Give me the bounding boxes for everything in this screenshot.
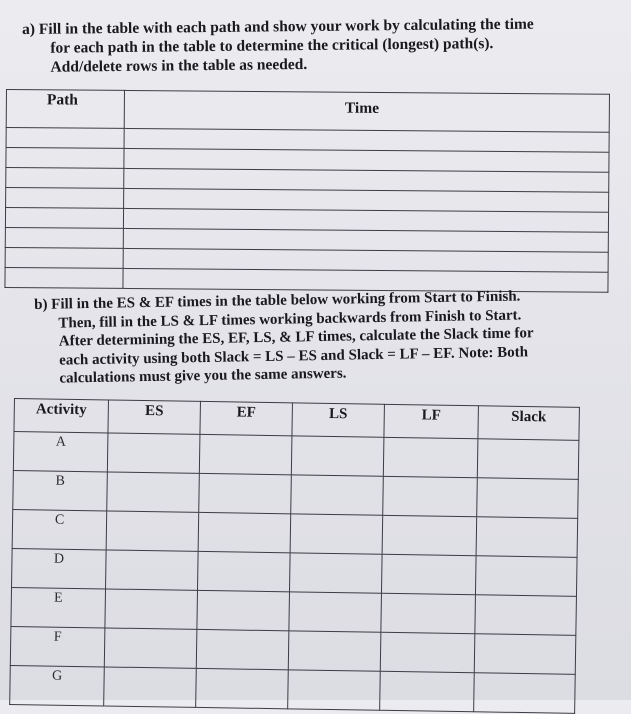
slack-cell[interactable] xyxy=(474,634,576,675)
time-cell[interactable] xyxy=(123,268,608,292)
es-cell[interactable] xyxy=(107,433,200,473)
question-b-line-4: each activity using both Slack = LS – ES and Slack = LF – EF. Note: Both xyxy=(58,343,529,369)
path-cell[interactable] xyxy=(6,128,124,149)
ef-cell[interactable] xyxy=(196,629,289,669)
lf-cell[interactable] xyxy=(383,476,478,516)
activity-label-cell: B xyxy=(13,470,108,510)
question-b-line-1: b) Fill in the ES & EF times in the table below working from Start to Finish. xyxy=(34,288,521,313)
activity-label-cell: F xyxy=(10,626,105,666)
ls-cell[interactable] xyxy=(289,592,382,632)
activity-table-row xyxy=(10,665,576,713)
activity-schedule-table xyxy=(9,398,580,714)
activity-label-cell: C xyxy=(12,509,107,549)
lf-cell[interactable] xyxy=(381,593,476,633)
slack-cell[interactable] xyxy=(477,478,579,519)
path-cell[interactable] xyxy=(6,188,124,209)
path-time-table xyxy=(4,89,610,293)
slack-cell[interactable] xyxy=(476,517,578,558)
ef-cell[interactable] xyxy=(199,473,292,513)
es-cell[interactable] xyxy=(104,628,197,668)
ef-cell[interactable] xyxy=(197,590,290,630)
lf-cell[interactable] xyxy=(380,671,475,711)
path-cell[interactable] xyxy=(5,247,123,268)
lf-cell[interactable] xyxy=(382,515,477,555)
ef-cell[interactable] xyxy=(199,434,292,474)
time-column-header: Time xyxy=(124,90,609,132)
ls-cell[interactable] xyxy=(289,553,382,593)
ef-column-header: EF xyxy=(200,401,293,435)
activity-label-cell: D xyxy=(12,548,107,588)
lf-cell[interactable] xyxy=(380,632,475,672)
slack-cell[interactable] xyxy=(475,595,577,636)
es-cell[interactable] xyxy=(106,511,199,551)
ls-cell[interactable] xyxy=(291,475,384,515)
question-a-line-2: for each path in the table to determine the critical (longest) path(s). xyxy=(50,35,494,57)
path-cell[interactable] xyxy=(5,208,123,229)
path-cell[interactable] xyxy=(5,267,123,288)
ls-cell[interactable] xyxy=(290,514,383,554)
path-cell[interactable] xyxy=(6,148,124,169)
ls-cell[interactable] xyxy=(288,670,381,710)
activity-column-header: Activity xyxy=(14,399,109,433)
es-cell[interactable] xyxy=(106,550,199,590)
ls-column-header: LS xyxy=(292,403,385,437)
question-a-line-3: Add/delete rows in the table as needed. xyxy=(50,56,308,76)
es-cell[interactable] xyxy=(104,667,197,707)
es-cell[interactable] xyxy=(107,472,200,512)
path-column-header: Path xyxy=(6,90,124,129)
question-b xyxy=(34,287,534,388)
slack-cell[interactable] xyxy=(474,673,576,714)
activity-label-cell: G xyxy=(10,665,105,705)
slack-cell[interactable] xyxy=(475,556,577,597)
ls-cell[interactable] xyxy=(288,631,381,671)
question-a xyxy=(22,15,534,77)
ef-cell[interactable] xyxy=(196,668,289,708)
lf-cell[interactable] xyxy=(381,554,476,594)
slack-column-header: Slack xyxy=(478,406,580,441)
path-cell[interactable] xyxy=(5,227,123,248)
ef-cell[interactable] xyxy=(198,512,291,552)
activity-label-cell: A xyxy=(13,432,108,472)
slack-cell[interactable] xyxy=(477,439,579,480)
question-b-line-3: After determining the ES, EF, LS, & LF times, calculate the Slack time for xyxy=(58,325,534,350)
question-b-line-5: calculations must give you the same answers. xyxy=(59,365,347,387)
es-column-header: ES xyxy=(108,400,201,434)
question-b-line-2: Then, fill in the LS & LF times working backwards from Finish to Start. xyxy=(58,306,522,332)
es-cell[interactable] xyxy=(105,589,198,629)
ef-cell[interactable] xyxy=(198,551,291,591)
lf-cell[interactable] xyxy=(383,437,478,477)
question-a-line-1: a) Fill in the table with each path and show your work by calculating the time xyxy=(22,15,534,38)
activity-label-cell: E xyxy=(11,587,106,627)
lf-column-header: LF xyxy=(384,404,479,438)
path-table-header-row xyxy=(6,90,609,133)
path-cell[interactable] xyxy=(6,168,124,189)
ls-cell[interactable] xyxy=(291,436,384,476)
